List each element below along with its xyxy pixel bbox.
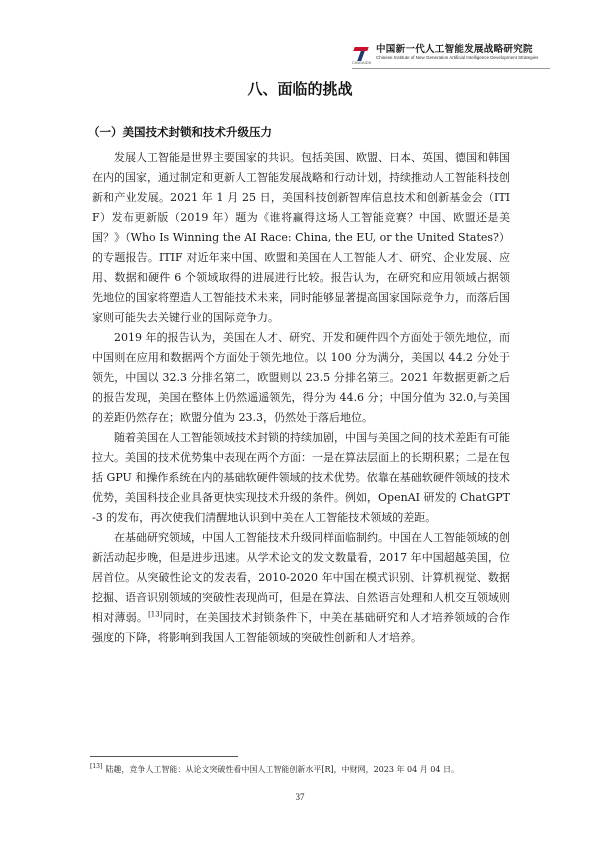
footnote-divider [90, 756, 238, 757]
paragraph-4 [92, 528, 510, 648]
page-number: 37 [295, 792, 305, 802]
paragraph-3: 随着美国在人工智能领域技术封锁的持续加剧，中国与美国之间的技术差距有可能拉大。美国的技术优势集中表现在两个方面：一是在算法层面上的长期积累；二是在包括 GPU 和操作系统在内的基础软硬件领域的技术优势。依靠在基础软硬件领域的技术优势，美国科技企业具备更快实现技术升级的条件。例如，OpenAI 研发的 ChatGPT-3 的发布，再次使我们清醒地认识到中美在人工智能技术领域的差距。 [92, 431, 510, 524]
header-subtitle-en: Chinese Institute of New Generation Artificial Intelligence Development Strategies [376, 55, 539, 60]
citation-ref[interactable]: [13] [148, 610, 163, 619]
logo-text: CINGAIDS [352, 60, 372, 65]
footnote [90, 764, 520, 776]
section-title: 八、面临的挑战 [247, 80, 353, 98]
footnote-text: 陆趣，竞争人工智能：从论文突破性看中国人工智能创新水平[R]，中财网，2023 年 04 月 04 日。 [105, 765, 460, 774]
footnote-mark: [13] [90, 763, 103, 771]
header-text [376, 44, 538, 61]
header-divider [352, 68, 550, 69]
header-title: 中国新一代人工智能发展战略研究院 [376, 44, 533, 55]
paragraph-4-tail: 同时，在美国技术封锁条件下，中美在基础研究和人才培养领域的合作强度的下降，将影响到我国人工智能领域的突破性创新和人才培养。 [92, 611, 511, 644]
paragraph-1: 发展人工智能是世界主要国家的共识。包括美国、欧盟、日本、英国、德国和韩国在内的国家，通过制定和更新人工智能发展战略和行动计划，持续推动人工智能科技创新和产业发展。2021 年 1 月 25 日，美国科技创新智库信息技术和创新基金会（ITIF）发布更新版（2019 年）题为《谁将赢得这场人工智能竞赛？中国、欧盟还是美国？》（Who Is Winning the AI Race: China, the EU, or the United States?）的专题报告。ITIF 对近年来中国、欧盟和美国在人工智能人才、研究、企业发展、应用、数据和硬件 6 个领域取得的进展进行比较。报告认为，在研究和应用领域占据领先地位的国家将塑造人工智能技术未来，同时能够显著提高国家国际竞争力，而落后国家则可能失去关键行业的国际竞争力。 [92, 151, 510, 324]
subsection-title: （一）美国技术封锁和技术升级压力 [88, 125, 272, 139]
paragraph-2: 2019 年的报告认为，美国在人才、研究、开发和硬件四个方面处于领先地位，而中国则在应用和数据两个方面处于领先地位。以 100 分为满分，美国以 44.2 分处于领先，中国以 32.3 分排名第二，欧盟则以 23.5 分排名第三。2021 年数据更新之后的报告发现，美国在整体上仍然遥遥领先，得分为 44.6 分；中国分值为 32.0,与美国的差距仍然存在；欧盟分值为 23.3，仍然处于落后地位。 [92, 331, 510, 424]
body-text [92, 148, 510, 648]
paragraph-4-main: 在基础研究领域，中国人工智能技术升级同样面临制约。中国在人工智能领域的创新活动起步晚，但是进步迅速。从学术论文的发文数量看，2017 年中国超越美国，位居首位。从突破性论文的发表看，2010-2020 年中国在模式识别、计算机视觉、数据挖掘、语音识别领域的突破性表现尚可，但是在算法、自然语言处理和人机交互领域则相对薄弱。 [92, 531, 510, 624]
page-header [352, 44, 552, 66]
institute-logo-icon [352, 44, 372, 66]
